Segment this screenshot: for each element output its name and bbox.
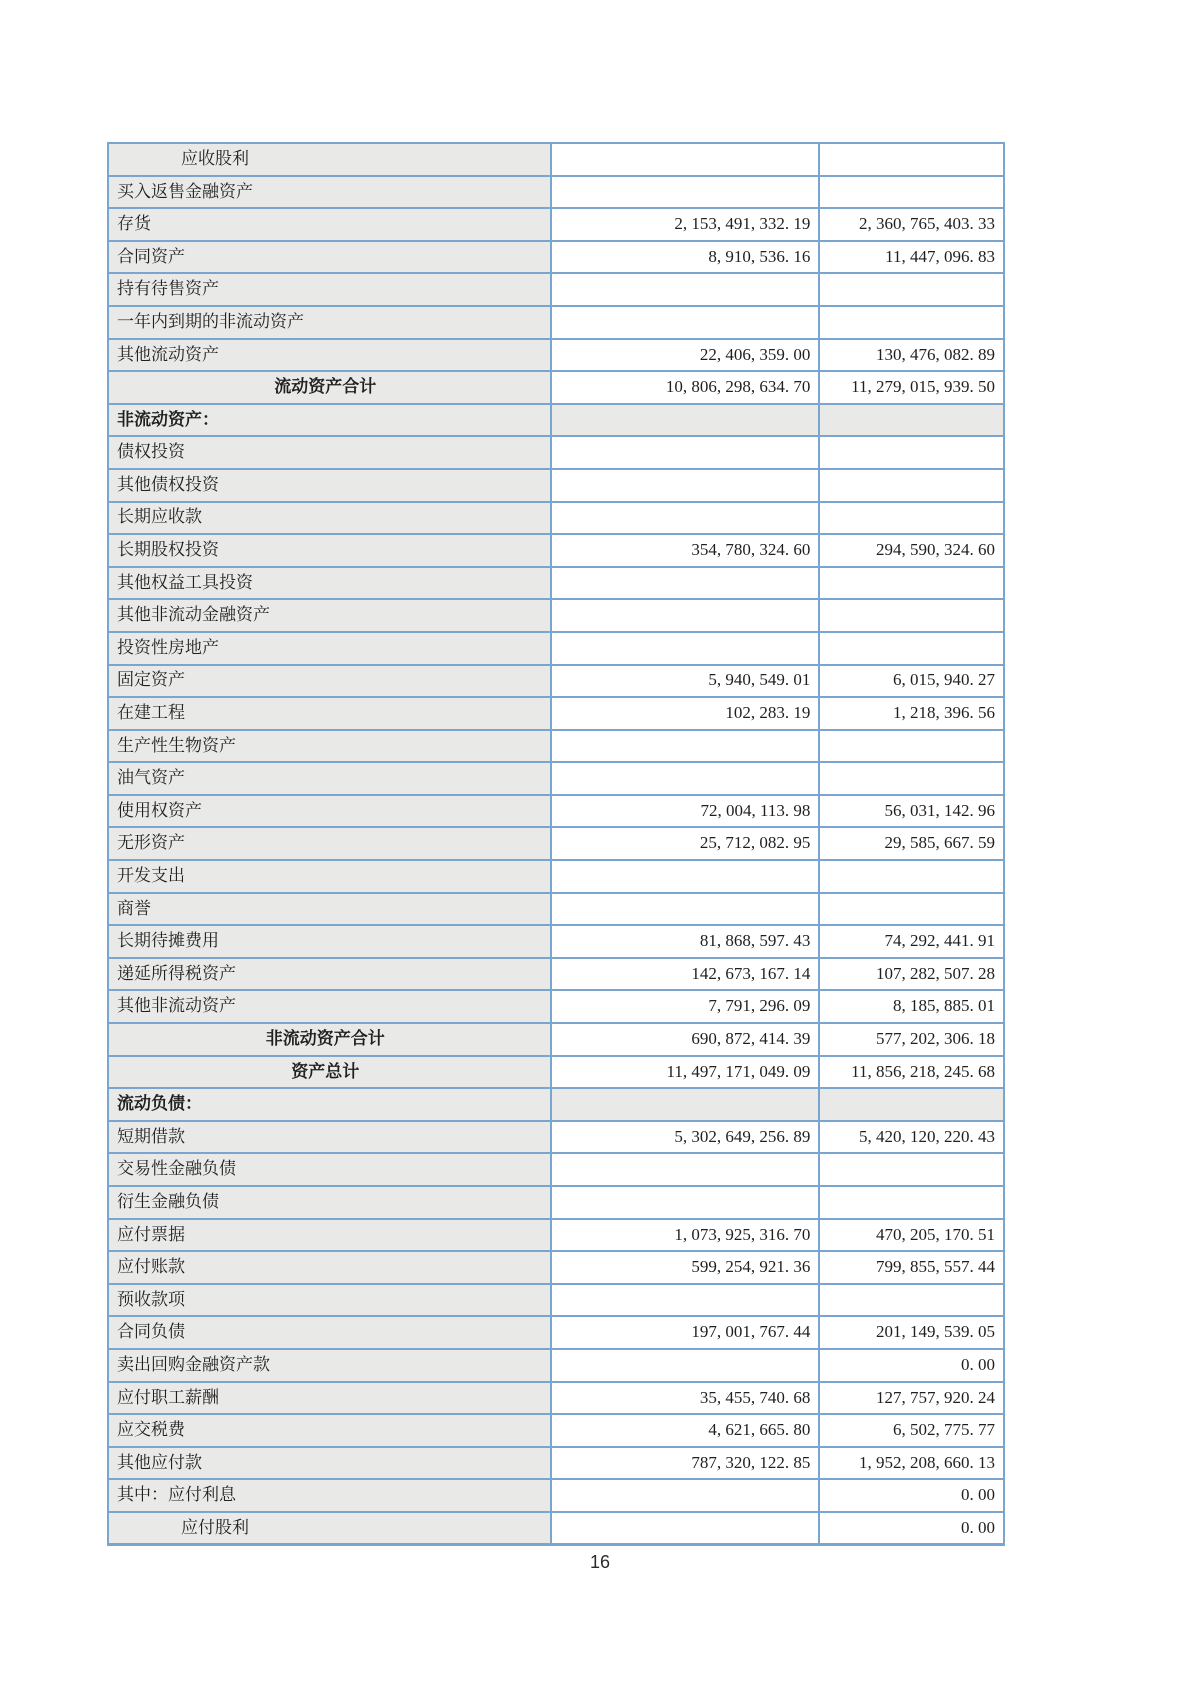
value-current-period: 8, 910, 536. 16 — [551, 241, 820, 274]
value-current-period: 7, 791, 296. 09 — [551, 990, 820, 1023]
table-row — [108, 176, 1004, 209]
table-row — [108, 599, 1004, 632]
table-row — [108, 1382, 1004, 1415]
table-row — [108, 469, 1004, 502]
value-current-period — [551, 273, 820, 306]
value-current-period — [551, 502, 820, 535]
value-prior-period — [819, 1284, 1004, 1317]
value-current-period — [551, 567, 820, 600]
balance-sheet-rows — [108, 143, 1004, 1545]
table-row — [108, 827, 1004, 860]
value-prior-period — [819, 632, 1004, 665]
value-current-period — [551, 860, 820, 893]
item-label: 其他流动资产 — [108, 339, 551, 372]
table-row — [108, 1023, 1004, 1056]
item-label: 递延所得税资产 — [108, 958, 551, 991]
value-prior-period: 56, 031, 142. 96 — [819, 795, 1004, 828]
value-current-period — [551, 599, 820, 632]
value-prior-period: 799, 855, 557. 44 — [819, 1251, 1004, 1284]
value-current-period: 10, 806, 298, 634. 70 — [551, 371, 820, 404]
value-prior-period: 1, 218, 396. 56 — [819, 697, 1004, 730]
value-current-period — [551, 404, 820, 437]
table-row — [108, 143, 1004, 176]
value-current-period — [551, 632, 820, 665]
value-prior-period: 6, 502, 775. 77 — [819, 1414, 1004, 1447]
table-row — [108, 697, 1004, 730]
value-current-period — [551, 1512, 820, 1545]
value-current-period — [551, 1479, 820, 1512]
value-current-period: 72, 004, 113. 98 — [551, 795, 820, 828]
table-row — [108, 502, 1004, 535]
item-label: 其他非流动金融资产 — [108, 599, 551, 632]
value-current-period — [551, 762, 820, 795]
value-current-period — [551, 730, 820, 763]
item-label: 其他权益工具投资 — [108, 567, 551, 600]
item-label: 应付票据 — [108, 1219, 551, 1252]
value-prior-period: 0. 00 — [819, 1479, 1004, 1512]
value-current-period: 690, 872, 414. 39 — [551, 1023, 820, 1056]
item-label: 衍生金融负债 — [108, 1186, 551, 1219]
table-row — [108, 990, 1004, 1023]
value-prior-period: 11, 279, 015, 939. 50 — [819, 371, 1004, 404]
item-label: 其他债权投资 — [108, 469, 551, 502]
item-label: 持有待售资产 — [108, 273, 551, 306]
table-row — [108, 795, 1004, 828]
value-prior-period: 577, 202, 306. 18 — [819, 1023, 1004, 1056]
item-label: 长期待摊费用 — [108, 925, 551, 958]
value-prior-period — [819, 1186, 1004, 1219]
table-row — [108, 1121, 1004, 1154]
value-prior-period: 130, 476, 082. 89 — [819, 339, 1004, 372]
value-prior-period: 11, 856, 218, 245. 68 — [819, 1056, 1004, 1089]
item-label: 使用权资产 — [108, 795, 551, 828]
value-prior-period — [819, 404, 1004, 437]
item-label: 存货 — [108, 208, 551, 241]
value-current-period — [551, 176, 820, 209]
item-label: 交易性金融负债 — [108, 1153, 551, 1186]
table-row — [108, 1479, 1004, 1512]
value-current-period: 25, 712, 082. 95 — [551, 827, 820, 860]
value-prior-period: 5, 420, 120, 220. 43 — [819, 1121, 1004, 1154]
value-prior-period — [819, 730, 1004, 763]
item-label: 长期应收款 — [108, 502, 551, 535]
table-row — [108, 1349, 1004, 1382]
table-row — [108, 632, 1004, 665]
item-label: 短期借款 — [108, 1121, 551, 1154]
item-label: 应收股利 — [108, 143, 551, 176]
value-current-period: 102, 283. 19 — [551, 697, 820, 730]
table-row — [108, 404, 1004, 437]
item-label: 无形资产 — [108, 827, 551, 860]
item-label: 债权投资 — [108, 436, 551, 469]
item-label: 应交税费 — [108, 1414, 551, 1447]
item-label: 其他非流动资产 — [108, 990, 551, 1023]
value-prior-period — [819, 567, 1004, 600]
table-row — [108, 762, 1004, 795]
value-current-period — [551, 893, 820, 926]
value-current-period: 787, 320, 122. 85 — [551, 1447, 820, 1480]
item-label: 应付职工薪酬 — [108, 1382, 551, 1415]
value-prior-period — [819, 893, 1004, 926]
value-current-period — [551, 1153, 820, 1186]
value-prior-period: 11, 447, 096. 83 — [819, 241, 1004, 274]
value-prior-period: 29, 585, 667. 59 — [819, 827, 1004, 860]
value-current-period — [551, 1284, 820, 1317]
value-prior-period: 6, 015, 940. 27 — [819, 665, 1004, 698]
table-row — [108, 306, 1004, 339]
value-current-period: 22, 406, 359. 00 — [551, 339, 820, 372]
item-label: 非流动资产合计 — [108, 1023, 551, 1056]
value-current-period: 81, 868, 597. 43 — [551, 925, 820, 958]
item-label: 固定资产 — [108, 665, 551, 698]
value-current-period: 35, 455, 740. 68 — [551, 1382, 820, 1415]
table-row — [108, 273, 1004, 306]
value-prior-period — [819, 143, 1004, 176]
value-current-period — [551, 1088, 820, 1121]
value-prior-period — [819, 502, 1004, 535]
item-label: 开发支出 — [108, 860, 551, 893]
value-prior-period: 0. 00 — [819, 1512, 1004, 1545]
item-label: 长期股权投资 — [108, 534, 551, 567]
table-row — [108, 1284, 1004, 1317]
value-current-period: 354, 780, 324. 60 — [551, 534, 820, 567]
item-label: 其中：应付利息 — [108, 1479, 551, 1512]
value-prior-period: 127, 757, 920. 24 — [819, 1382, 1004, 1415]
item-label: 油气资产 — [108, 762, 551, 795]
table-row — [108, 567, 1004, 600]
value-current-period: 197, 001, 767. 44 — [551, 1316, 820, 1349]
value-current-period: 1, 073, 925, 316. 70 — [551, 1219, 820, 1252]
table-row — [108, 1088, 1004, 1121]
table-row — [108, 241, 1004, 274]
value-prior-period — [819, 273, 1004, 306]
value-prior-period — [819, 469, 1004, 502]
table-row — [108, 339, 1004, 372]
value-prior-period — [819, 599, 1004, 632]
value-current-period — [551, 143, 820, 176]
item-label: 流动资产合计 — [108, 371, 551, 404]
table-row — [108, 1316, 1004, 1349]
value-current-period — [551, 469, 820, 502]
item-label: 应付账款 — [108, 1251, 551, 1284]
item-label: 商誉 — [108, 893, 551, 926]
value-current-period: 11, 497, 171, 049. 09 — [551, 1056, 820, 1089]
value-current-period — [551, 306, 820, 339]
value-prior-period: 2, 360, 765, 403. 33 — [819, 208, 1004, 241]
table-row — [108, 371, 1004, 404]
table-row — [108, 665, 1004, 698]
value-current-period: 142, 673, 167. 14 — [551, 958, 820, 991]
item-label: 一年内到期的非流动资产 — [108, 306, 551, 339]
value-prior-period — [819, 176, 1004, 209]
value-current-period: 5, 302, 649, 256. 89 — [551, 1121, 820, 1154]
item-label: 流动负债： — [108, 1088, 551, 1121]
table-row — [108, 1512, 1004, 1545]
table-row — [108, 958, 1004, 991]
table-row — [108, 1056, 1004, 1089]
item-label: 在建工程 — [108, 697, 551, 730]
value-prior-period: 201, 149, 539. 05 — [819, 1316, 1004, 1349]
value-current-period — [551, 436, 820, 469]
table-row — [108, 1219, 1004, 1252]
item-label: 预收款项 — [108, 1284, 551, 1317]
value-prior-period — [819, 860, 1004, 893]
value-prior-period: 470, 205, 170. 51 — [819, 1219, 1004, 1252]
balance-sheet-table — [107, 142, 1005, 1546]
table-row — [108, 1186, 1004, 1219]
item-label: 买入返售金融资产 — [108, 176, 551, 209]
value-prior-period: 107, 282, 507. 28 — [819, 958, 1004, 991]
item-label: 合同负债 — [108, 1316, 551, 1349]
table-row — [108, 893, 1004, 926]
page-number: 16 — [589, 1552, 611, 1572]
item-label: 非流动资产： — [108, 404, 551, 437]
table-row — [108, 436, 1004, 469]
item-label: 投资性房地产 — [108, 632, 551, 665]
item-label: 应付股利 — [108, 1512, 551, 1545]
value-prior-period — [819, 436, 1004, 469]
item-label: 其他应付款 — [108, 1447, 551, 1480]
item-label: 资产总计 — [108, 1056, 551, 1089]
table-row — [108, 730, 1004, 763]
table-row — [108, 1153, 1004, 1186]
table-row — [108, 925, 1004, 958]
value-current-period: 599, 254, 921. 36 — [551, 1251, 820, 1284]
value-current-period — [551, 1349, 820, 1382]
value-prior-period: 8, 185, 885. 01 — [819, 990, 1004, 1023]
value-current-period — [551, 1186, 820, 1219]
table-row — [108, 1251, 1004, 1284]
value-current-period: 2, 153, 491, 332. 19 — [551, 208, 820, 241]
value-prior-period — [819, 306, 1004, 339]
value-prior-period: 0. 00 — [819, 1349, 1004, 1382]
value-prior-period — [819, 762, 1004, 795]
item-label: 卖出回购金融资产款 — [108, 1349, 551, 1382]
table-row — [108, 1447, 1004, 1480]
value-prior-period — [819, 1088, 1004, 1121]
value-current-period: 4, 621, 665. 80 — [551, 1414, 820, 1447]
table-row — [108, 534, 1004, 567]
table-row — [108, 860, 1004, 893]
table-row — [108, 208, 1004, 241]
value-prior-period: 74, 292, 441. 91 — [819, 925, 1004, 958]
value-prior-period: 1, 952, 208, 660. 13 — [819, 1447, 1004, 1480]
value-prior-period — [819, 1153, 1004, 1186]
value-current-period: 5, 940, 549. 01 — [551, 665, 820, 698]
table-row — [108, 1414, 1004, 1447]
item-label: 生产性生物资产 — [108, 730, 551, 763]
value-prior-period: 294, 590, 324. 60 — [819, 534, 1004, 567]
item-label: 合同资产 — [108, 241, 551, 274]
